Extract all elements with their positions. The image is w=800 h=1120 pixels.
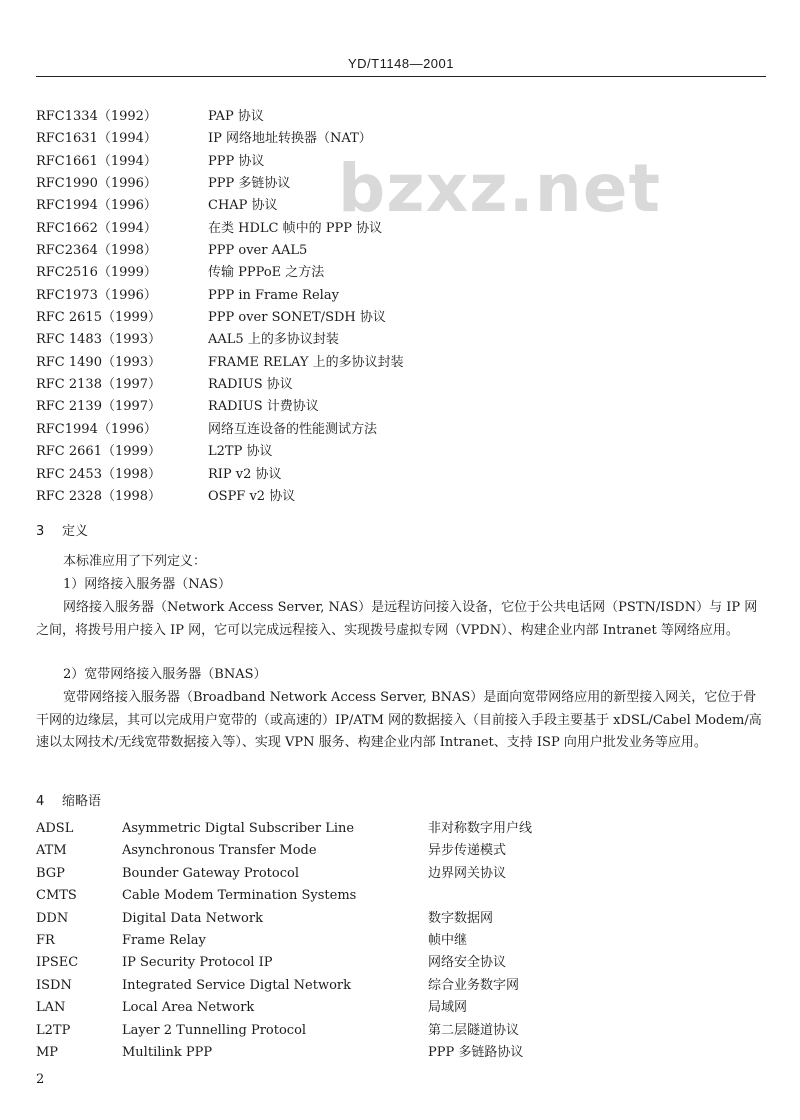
abbreviation-term: L2TP <box>36 1022 71 1038</box>
reference-item <box>36 151 736 173</box>
reference-item <box>36 240 736 262</box>
reference-item <box>36 329 736 351</box>
reference-item <box>36 464 736 486</box>
reference-code: RFC 2139（1997） <box>36 399 162 415</box>
section-title: 定义 <box>62 524 89 539</box>
reference-title: PPP over SONET/SDH 协议 <box>208 310 386 326</box>
reference-code: RFC1973（1996） <box>36 287 157 303</box>
definition-1-title: 1）网络接入服务器（NAS） <box>63 577 231 592</box>
abbreviation-chinese: 边界网关协议 <box>428 865 507 881</box>
abbreviation-row <box>36 930 766 952</box>
reference-title: 网络互连设备的性能测试方法 <box>208 421 378 437</box>
abbreviation-term: ADSL <box>36 821 74 836</box>
reference-title: PAP 协议 <box>208 109 264 124</box>
abbreviation-term: DDN <box>36 910 69 926</box>
reference-title: IP 网络地址转换器（NAT） <box>208 131 372 147</box>
definition-2-body: 宽带网络接入服务器（Broadband Network Access Server, BNAS）是面向宽带网络应用的新型接入网关，它位于骨干网的边缘层，其可以完成用户宽带的（或高速的）IP/ATM 网的数据接入（目前接入手段主要基于 xDSL/Cabel Modem/高速以太网技术/无线宽带数据接入等）、实现 VPN 服务、构建企业内部 Intranet、支持 ISP 向用户批发业务等应用。 <box>36 690 762 750</box>
reference-item <box>36 173 736 195</box>
reference-code: RFC1994（1996） <box>36 421 157 437</box>
reference-title: PPP over AAL5 <box>208 243 308 259</box>
abbreviation-chinese: 数字数据网 <box>428 910 494 926</box>
section-title: 缩略语 <box>62 794 102 809</box>
reference-code: RFC 2661（1999） <box>36 444 162 460</box>
reference-title: CHAP 协议 <box>208 198 278 214</box>
reference-code: RFC 2453（1998） <box>36 466 162 482</box>
reference-code: RFC1334（1992） <box>36 109 157 124</box>
reference-item <box>36 419 736 441</box>
abbreviation-row <box>36 1042 766 1064</box>
abbreviation-term: CMTS <box>36 888 77 904</box>
reference-title: AAL5 上的多协议封装 <box>208 332 339 348</box>
page-number: 2 <box>36 1072 45 1087</box>
definition-1-body: 网络接入服务器（Network Access Server, NAS）是远程访问接入设备，它位于公共电话网（PSTN/ISDN）与 IP 网之间，将拨号用户接入 IP 网，它可以完成远程接入、实现拨号虚拟专网（VPDN）、构建企业内部 Intranet 等网络应用。 <box>36 600 758 638</box>
abbreviation-chinese: 综合业务数字网 <box>428 977 520 993</box>
reference-code: RFC 2328（1998） <box>36 488 162 504</box>
reference-code: RFC1631（1994） <box>36 131 157 147</box>
abbreviation-table <box>36 818 766 1064</box>
abbreviation-term: BGP <box>36 865 65 881</box>
reference-code: RFC1994（1996） <box>36 198 157 214</box>
reference-code: RFC1662（1994） <box>36 220 157 236</box>
abbreviation-english: IP Security Protocol IP <box>122 955 273 971</box>
abbreviation-row <box>36 818 766 840</box>
abbreviation-row <box>36 908 766 930</box>
reference-title: RIP v2 协议 <box>208 466 282 482</box>
abbreviation-chinese: 帧中继 <box>428 932 468 948</box>
reference-item <box>36 441 736 463</box>
abbreviation-term: MP <box>36 1044 59 1060</box>
reference-title: PPP 多链协议 <box>208 176 291 192</box>
section-3-intro: 本标准应用了下列定义： <box>63 554 207 569</box>
section-number: 4 <box>36 794 45 809</box>
abbreviation-chinese: 第二层隧道协议 <box>428 1022 520 1038</box>
abbreviation-chinese: PPP 多链路协议 <box>428 1044 524 1060</box>
abbreviation-row <box>36 975 766 997</box>
reference-item <box>36 396 736 418</box>
reference-title: PPP 协议 <box>208 153 265 169</box>
abbreviation-chinese: 非对称数字用户线 <box>428 821 533 836</box>
reference-code: RFC 1483（1993） <box>36 332 162 348</box>
abbreviation-english: Asymmetric Digtal Subscriber Line <box>122 821 355 836</box>
reference-item <box>36 218 736 240</box>
abbreviation-english: Layer 2 Tunnelling Protocol <box>122 1022 307 1038</box>
reference-title: FRAME RELAY 上的多协议封装 <box>208 354 404 370</box>
reference-title: L2TP 协议 <box>208 444 273 460</box>
abbreviation-term: ATM <box>36 843 67 859</box>
abbreviation-english: Digital Data Network <box>122 910 263 926</box>
abbreviation-row <box>36 885 766 907</box>
definition-2-title: 2）宽带网络接入服务器（BNAS） <box>63 667 267 682</box>
abbreviation-row <box>36 952 766 974</box>
header-rule <box>36 76 766 77</box>
abbreviation-term: LAN <box>36 1000 66 1016</box>
standard-number-header: YD/T1148—2001 <box>348 56 454 71</box>
abbreviation-term: FR <box>36 932 55 948</box>
reference-item <box>36 128 736 150</box>
reference-code: RFC1661（1994） <box>36 153 157 169</box>
section-number: 3 <box>36 524 45 539</box>
abbreviation-chinese: 异步传递模式 <box>428 843 507 859</box>
reference-title: PPP in Frame Relay <box>208 287 339 303</box>
abbreviation-chinese: 网络安全协议 <box>428 955 507 971</box>
abbreviation-english: Multilink PPP <box>122 1044 213 1060</box>
abbreviation-row <box>36 863 766 885</box>
abbreviation-english: Frame Relay <box>122 932 206 948</box>
section-4-heading <box>36 790 101 809</box>
abbreviation-chinese: 局域网 <box>428 1000 468 1016</box>
abbreviation-term: IPSEC <box>36 955 79 971</box>
reference-item <box>36 106 736 128</box>
abbreviation-row <box>36 997 766 1019</box>
reference-code: RFC2364（1998） <box>36 243 157 259</box>
abbreviation-term: ISDN <box>36 977 72 993</box>
reference-item <box>36 486 736 508</box>
reference-item <box>36 285 736 307</box>
reference-item <box>36 262 736 284</box>
reference-title: RADIUS 协议 <box>208 377 293 393</box>
reference-title: 传输 PPPoE 之方法 <box>208 265 325 281</box>
reference-title: RADIUS 计费协议 <box>208 399 319 415</box>
reference-code: RFC 2615（1999） <box>36 310 162 326</box>
reference-title: OSPF v2 协议 <box>208 488 296 504</box>
abbreviation-row <box>36 840 766 862</box>
section-3-heading <box>36 520 88 539</box>
reference-item <box>36 352 736 374</box>
abbreviation-english: Integrated Service Digtal Network <box>122 977 352 993</box>
reference-item <box>36 195 736 217</box>
abbreviation-english: Asynchronous Transfer Mode <box>122 843 317 859</box>
abbreviation-english: Local Area Network <box>122 1000 255 1016</box>
reference-code: RFC 1490（1993） <box>36 354 162 370</box>
reference-code: RFC 2138（1997） <box>36 377 162 393</box>
reference-list <box>36 106 736 508</box>
reference-title: 在类 HDLC 帧中的 PPP 协议 <box>208 220 383 236</box>
reference-item <box>36 374 736 396</box>
watermark: bzxz.net <box>338 150 662 227</box>
reference-item <box>36 307 736 329</box>
abbreviation-english: Bounder Gateway Protocol <box>122 865 299 881</box>
abbreviation-row <box>36 1020 766 1042</box>
reference-code: RFC1990（1996） <box>36 176 157 192</box>
abbreviation-english: Cable Modem Termination Systems <box>122 888 357 904</box>
reference-code: RFC2516（1999） <box>36 265 157 281</box>
